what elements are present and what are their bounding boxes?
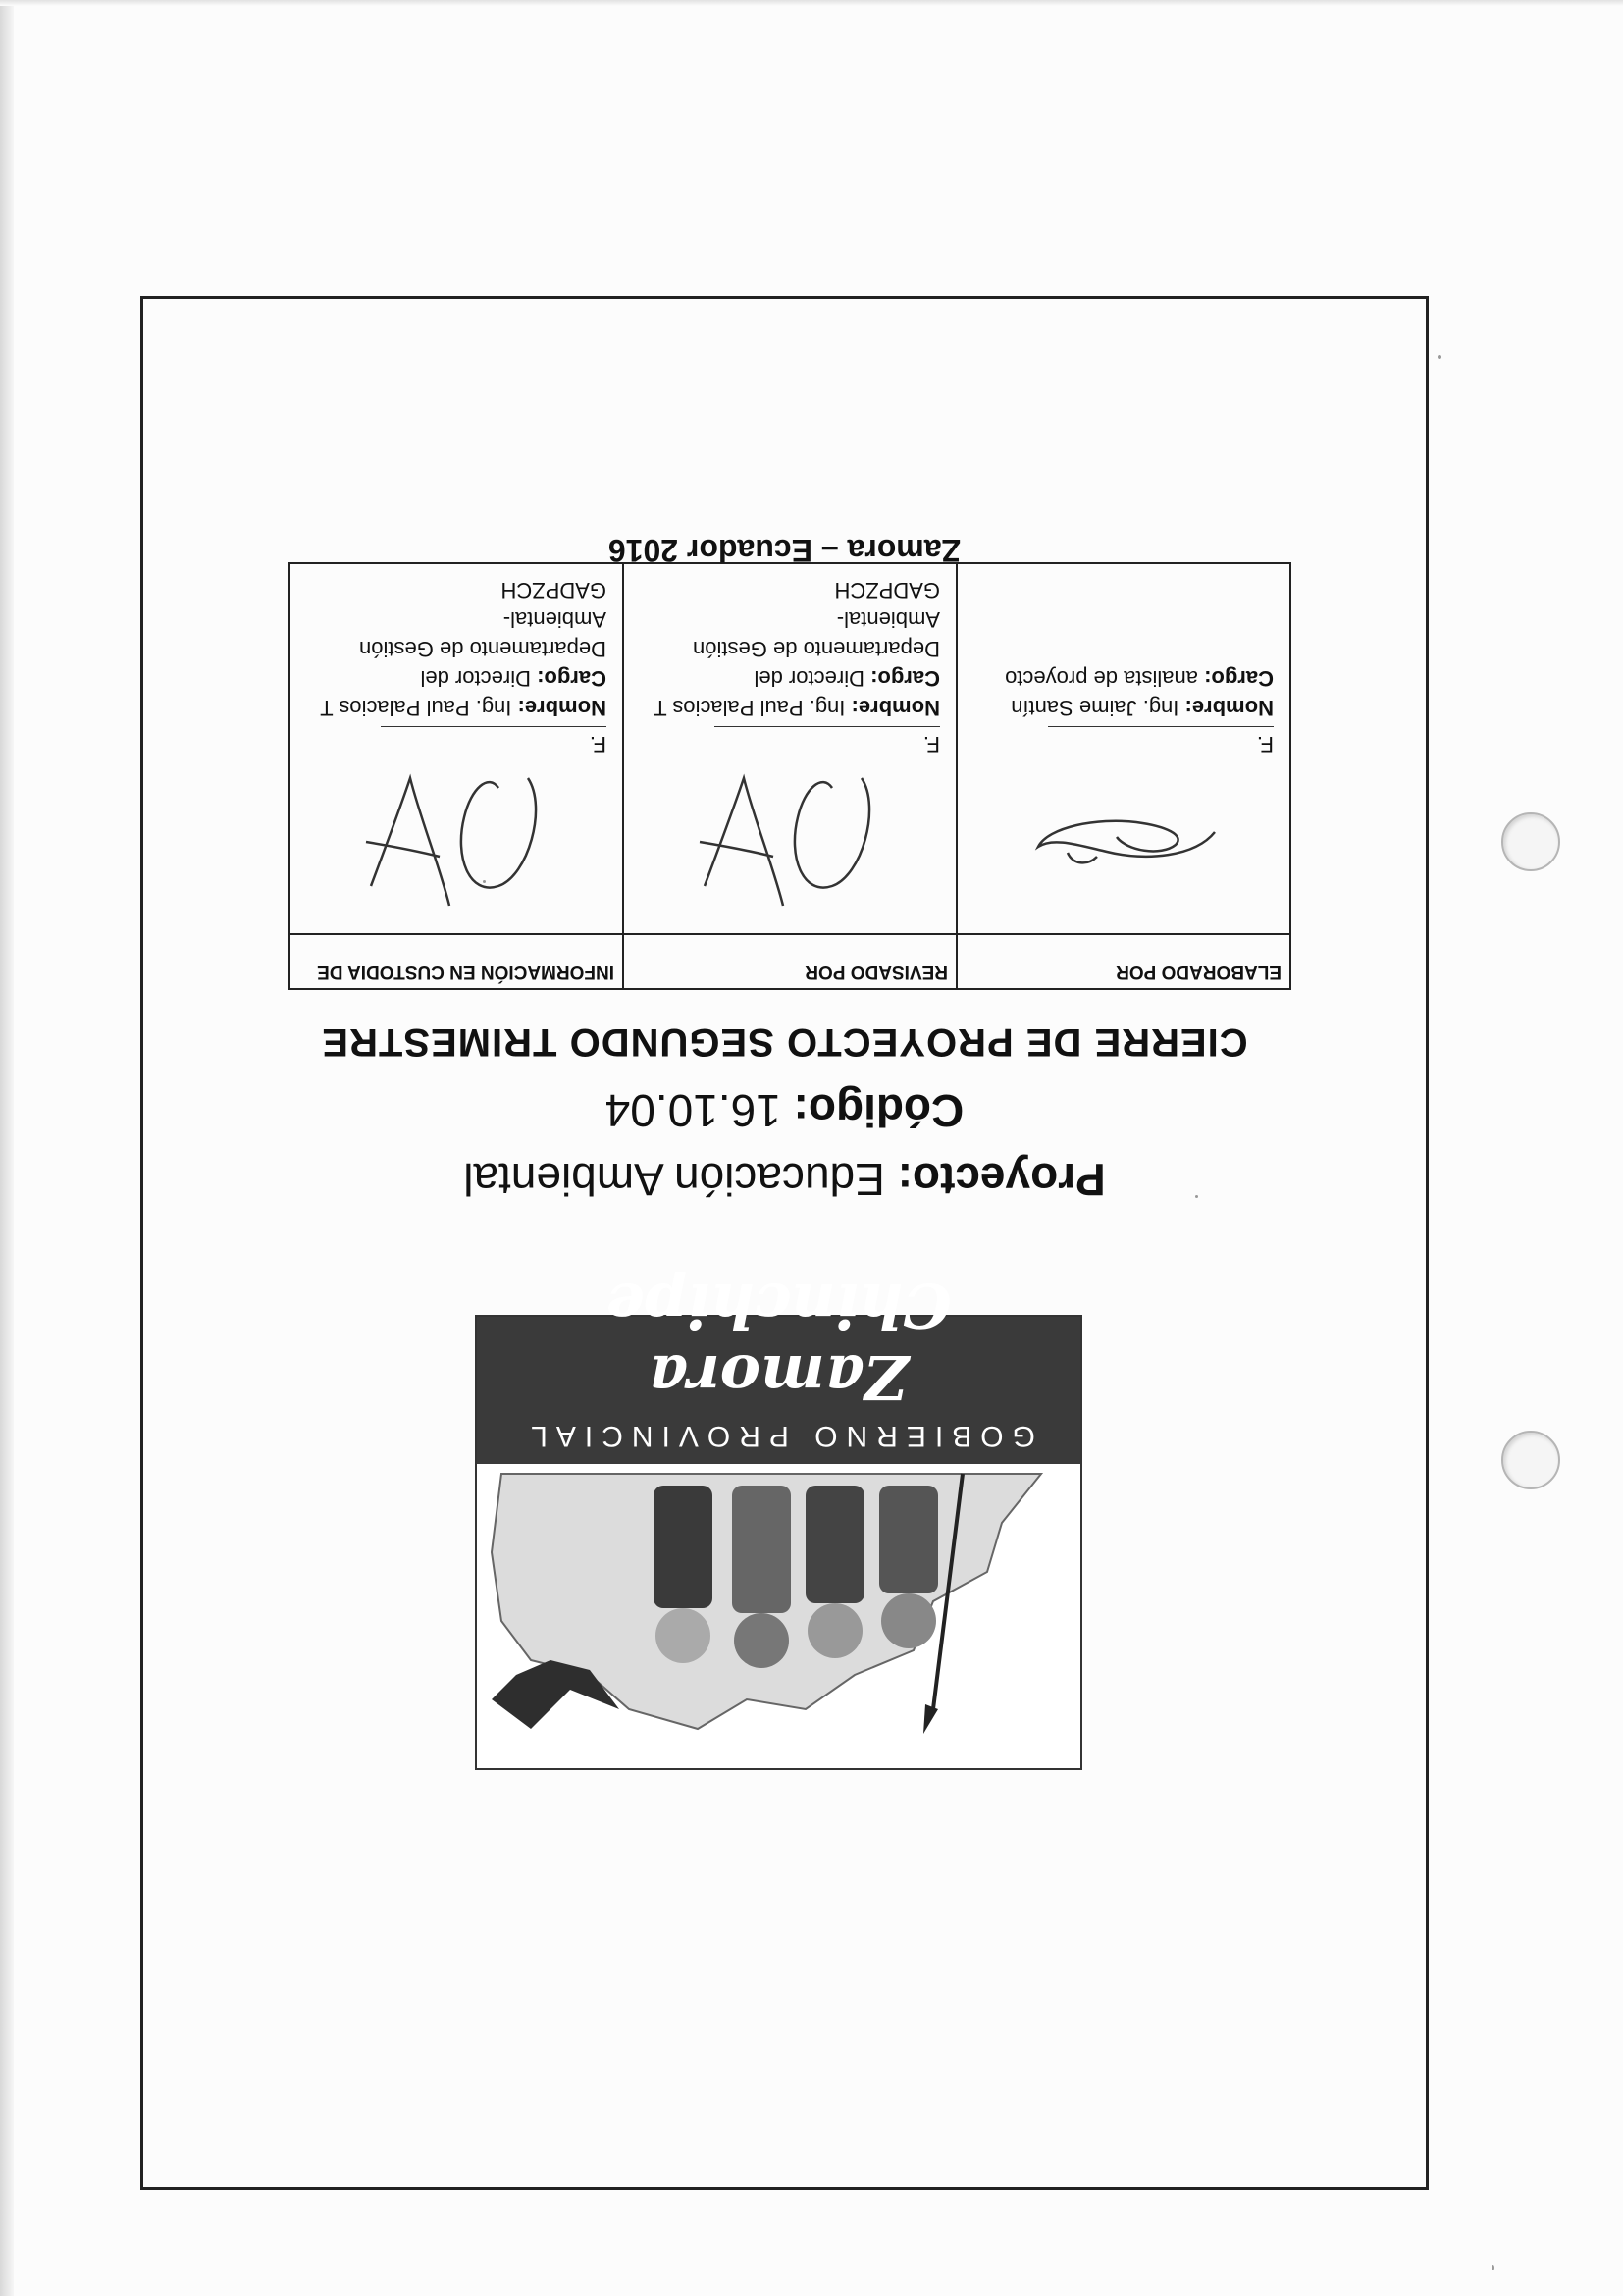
signature-area xyxy=(973,758,1274,925)
place-and-year: Zamora – Ecuador 2016 xyxy=(607,533,962,568)
code-value: 16.10.04 xyxy=(604,1085,781,1136)
scan-speck xyxy=(1492,2265,1494,2270)
role-extra: GADPZCH xyxy=(834,578,940,602)
signatory-name xyxy=(973,693,1274,722)
role-label: Cargo: xyxy=(870,666,940,691)
signature-area xyxy=(640,758,940,925)
signature-line xyxy=(381,726,606,727)
page-edge-shadow xyxy=(0,0,14,2296)
name-value: Ing. Jaime Santín xyxy=(1011,696,1179,720)
role-value: Director del Departamento de Gestión Ambiental- xyxy=(693,607,940,691)
header-custody: INFORMACIÓN EN CUSTODIA DE xyxy=(289,934,623,989)
approvals-table xyxy=(288,562,1291,990)
approvals-signature-row xyxy=(289,563,1290,934)
closure-title: CIERRE DE PROYECTO SEGUNDO TRIMESTRE xyxy=(321,1020,1248,1064)
signatory-name xyxy=(640,693,940,722)
signatory-role xyxy=(640,604,940,693)
signature-prefix: F. xyxy=(1256,732,1274,757)
code-line xyxy=(143,1084,1426,1137)
name-value: Ing. Paul Palacios T xyxy=(320,696,512,720)
handwritten-signature xyxy=(351,758,567,925)
signatory-cell xyxy=(623,563,957,934)
page-top-edge xyxy=(0,0,1623,6)
signatory-name xyxy=(306,693,606,722)
punch-hole-upper xyxy=(1501,812,1560,871)
provincial-government-logo xyxy=(475,1270,1082,1770)
handwritten-signature xyxy=(685,758,901,925)
punch-hole-lower xyxy=(1501,1431,1560,1489)
signature-prefix: F. xyxy=(589,732,606,757)
role-label: Cargo: xyxy=(537,666,606,691)
cover-frame xyxy=(140,296,1429,2190)
logo-illustration xyxy=(477,1464,1080,1768)
role-value: Director del Departamento de Gestión Ambiental- xyxy=(359,607,606,691)
signatory-cell xyxy=(957,563,1290,934)
signatory-role xyxy=(306,604,606,693)
name-label: Nombre: xyxy=(1184,696,1274,720)
name-label: Nombre: xyxy=(517,696,606,720)
name-value: Ing. Paul Palacios T xyxy=(654,696,846,720)
handwritten-signature xyxy=(1019,768,1234,925)
role-label: Cargo: xyxy=(1204,666,1274,691)
project-value: Educación Ambiental xyxy=(463,1154,885,1205)
signature-line xyxy=(1048,726,1274,727)
approvals-header-row xyxy=(289,934,1290,989)
scan-speck xyxy=(1438,355,1441,359)
signature-line xyxy=(714,726,940,727)
signatory-cell xyxy=(289,563,623,934)
project-label: Proyecto: xyxy=(897,1154,1106,1205)
role-extra: GADPZCH xyxy=(500,578,606,602)
role-value: analista de proyecto xyxy=(1005,666,1198,691)
signature-prefix: F. xyxy=(922,732,940,757)
signatory-role xyxy=(973,663,1274,693)
logo-province-name: Zamora Chinchipe xyxy=(605,1270,952,1413)
project-line xyxy=(143,1153,1426,1206)
cover-content xyxy=(143,299,1426,2187)
signature-area xyxy=(306,758,606,925)
header-reviewed-by: REVISADO POR xyxy=(623,934,957,989)
code-label: Código: xyxy=(793,1085,965,1136)
header-prepared-by: ELABORADO POR xyxy=(957,934,1290,989)
logo-banner xyxy=(477,1270,1080,1464)
name-label: Nombre: xyxy=(851,696,940,720)
logo-organization: GOBIERNO PROVINCIAL xyxy=(522,1420,1035,1452)
